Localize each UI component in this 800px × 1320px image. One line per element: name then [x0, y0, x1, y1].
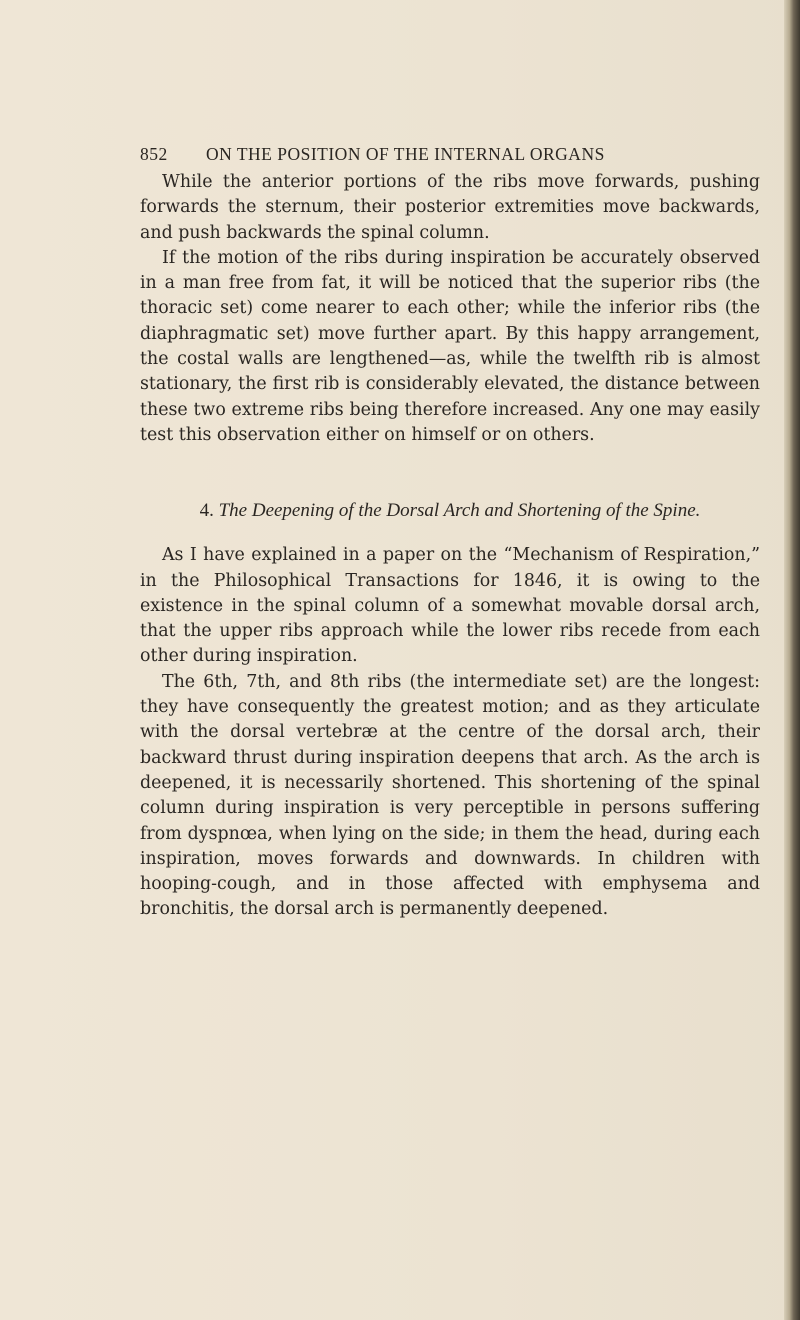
section-title: The Deepening of the Dorsal Arch and Shortening of the Spine.	[218, 500, 701, 522]
page-edge-shadow	[784, 0, 800, 1320]
body-text	[140, 170, 760, 923]
page-header	[140, 144, 760, 168]
section-number: 4.	[199, 500, 214, 522]
paragraph-intermediate-ribs: The 6th, 7th, and 8th ribs (the intermediate set) are the longest: they have consequently the greatest motion; and as they articulate with the dorsal vertebræ at the centre of the dorsal arch, their backward thrust during inspiration deepens that arch. As the arch is deepened, it is necessarily shortened. This shortening of the spinal column during inspiration is very perceptible in persons suffering from dyspnœa, when lying on the side; in them the head, during each inspiration, moves forwards and downwards. In children with hooping-cough, and in those affected with emphysema and bronchitis, the dorsal arch is permanently deepened.	[140, 671, 760, 920]
paragraph-rib-motion: If the motion of the ribs during inspiration be accurately observed in a man free from fat, it will be noticed that the superior ribs (the thoracic set) come nearer to each other; while the inferior ribs (the diaphragmatic set) move further apart. By this happy arrangement, the costal walls are lengthened—as, while the twelfth rib is almost stationary, the first rib is considerably elevated, the distance between these two extreme ribs being therefore increased. Any one may easily test this observation either on himself or on others.	[140, 247, 760, 445]
running-title: ON THE POSITION OF THE INTERNAL ORGANS	[206, 144, 605, 164]
paragraph-mechanism-of-respiration: As I have explained in a paper on the “Mechanism of Respiration,” in the Philosophical Transactions for 1846, it is owing to the existence in the spinal column of a somewhat movable dorsal arch, that the upper ribs approach while the lower ribs recede from each other during inspiration.	[140, 545, 760, 667]
section-heading	[140, 498, 760, 523]
paragraph-sternum-motion: While the anterior portions of the ribs move forwards, pushing forwards the sternum, their posterior extremities move backwards, and push backwards the spinal column.	[140, 172, 760, 243]
page-number: 852	[140, 144, 168, 164]
